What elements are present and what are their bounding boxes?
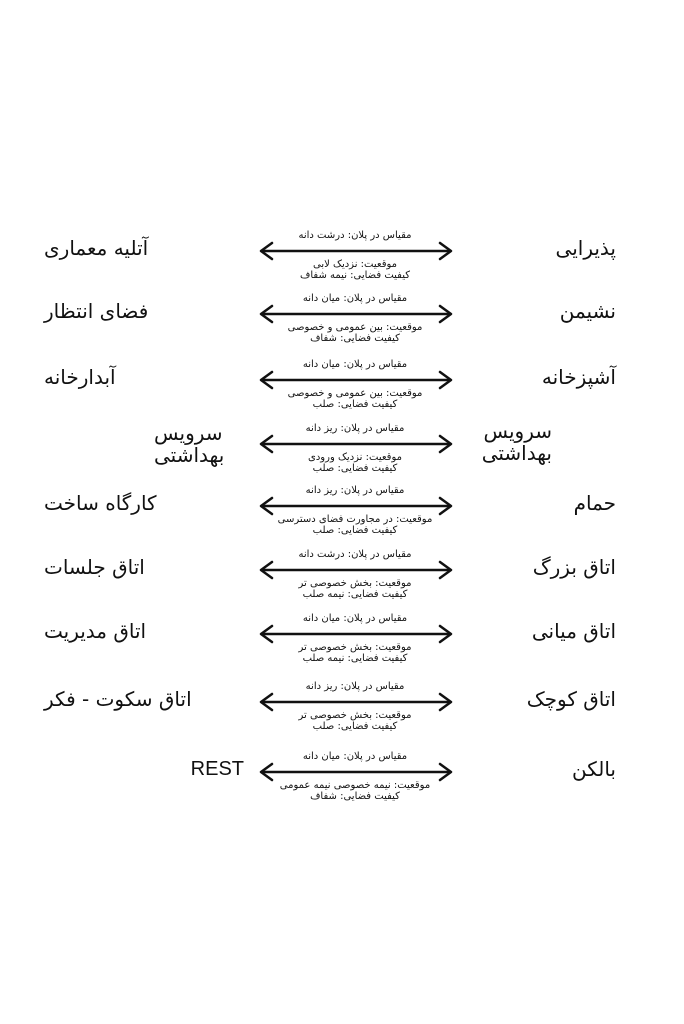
scale-note: مقیاس در پلان: درشت دانه — [298, 549, 412, 560]
office-space-label: سرویس بهداشتی — [154, 421, 225, 467]
scale-note: مقیاس در پلان: ریز دانه — [305, 423, 405, 434]
quality-note: کیفیت فضایی: صلب — [312, 463, 398, 474]
scale-note: مقیاس در پلان: ریز دانه — [305, 681, 405, 692]
residential-space-label: حمام — [573, 491, 616, 515]
residential-space-label: بالکن — [571, 757, 616, 781]
office-space-label: اتاق جلسات — [44, 555, 145, 579]
residential-space-label: آشپزخانه — [541, 365, 616, 389]
quality-note: کیفیت فضایی: نیمه صلب — [302, 653, 408, 664]
relation-row — [0, 549, 684, 620]
office-space-label: REST — [190, 758, 244, 780]
position-note: موقعیت: در مجاورت فضای دسترسی — [277, 514, 433, 525]
office-space-label: فضای انتظار — [44, 299, 149, 323]
position-note: موقعیت: بخش خصوصی تر — [298, 710, 412, 721]
scale-note: مقیاس در پلان: میان دانه — [302, 359, 408, 370]
relation-row — [0, 751, 684, 822]
quality-note: کیفیت فضایی: شفاف — [310, 791, 400, 802]
position-note: موقعیت: نیمه خصوصی نیمه عمومی — [279, 780, 431, 791]
quality-note: کیفیت فضایی: صلب — [312, 721, 398, 732]
position-note: موقعیت: نزدیک لابی — [313, 259, 397, 270]
relation-row — [0, 359, 684, 430]
relation-row — [0, 681, 684, 752]
scale-note: مقیاس در پلان: میان دانه — [302, 613, 408, 624]
position-note: موقعیت: بین عمومی و خصوصی — [287, 388, 423, 399]
relation-row — [0, 293, 684, 364]
residential-space-label: اتاق کوچک — [526, 687, 616, 711]
position-note: موقعیت: بین عمومی و خصوصی — [287, 322, 423, 333]
residential-space-label: نشیمن — [559, 299, 616, 323]
scale-note: مقیاس در پلان: میان دانه — [302, 293, 408, 304]
office-space-label: آبدارخانه — [44, 365, 116, 389]
position-note: موقعیت: بخش خصوصی تر — [298, 578, 412, 589]
relation-row — [0, 230, 684, 301]
scale-note: مقیاس در پلان: ریز دانه — [305, 485, 405, 496]
office-space-label: اتاق مدیریت — [44, 619, 147, 643]
quality-note: کیفیت فضایی: شفاف — [310, 333, 400, 344]
office-space-label: آتلیه معماری — [44, 236, 149, 260]
relation-row — [0, 485, 684, 556]
office-space-label: کارگاه ساخت — [44, 491, 157, 515]
position-note: موقعیت: بخش خصوصی تر — [298, 642, 412, 653]
quality-note: کیفیت فضایی: صلب — [312, 525, 398, 536]
office-space-label: اتاق سکوت - فکر — [44, 687, 192, 711]
quality-note: کیفیت فضایی: نیمه صلب — [302, 589, 408, 600]
relation-row — [0, 613, 684, 684]
scale-note: مقیاس در پلان: درشت دانه — [298, 230, 412, 241]
residential-space-label: سرویس بهداشتی — [481, 419, 552, 465]
quality-note: کیفیت فضایی: صلب — [312, 399, 398, 410]
quality-note: کیفیت فضایی: نیمه شفاف — [300, 270, 410, 281]
scale-note: مقیاس در پلان: میان دانه — [302, 751, 408, 762]
position-note: موقعیت: نزدیک ورودی — [308, 452, 402, 463]
residential-space-label: اتاق میانی — [531, 619, 616, 643]
residential-space-label: پذیرایی — [555, 236, 616, 260]
residential-space-label: اتاق بزرگ — [532, 555, 616, 579]
